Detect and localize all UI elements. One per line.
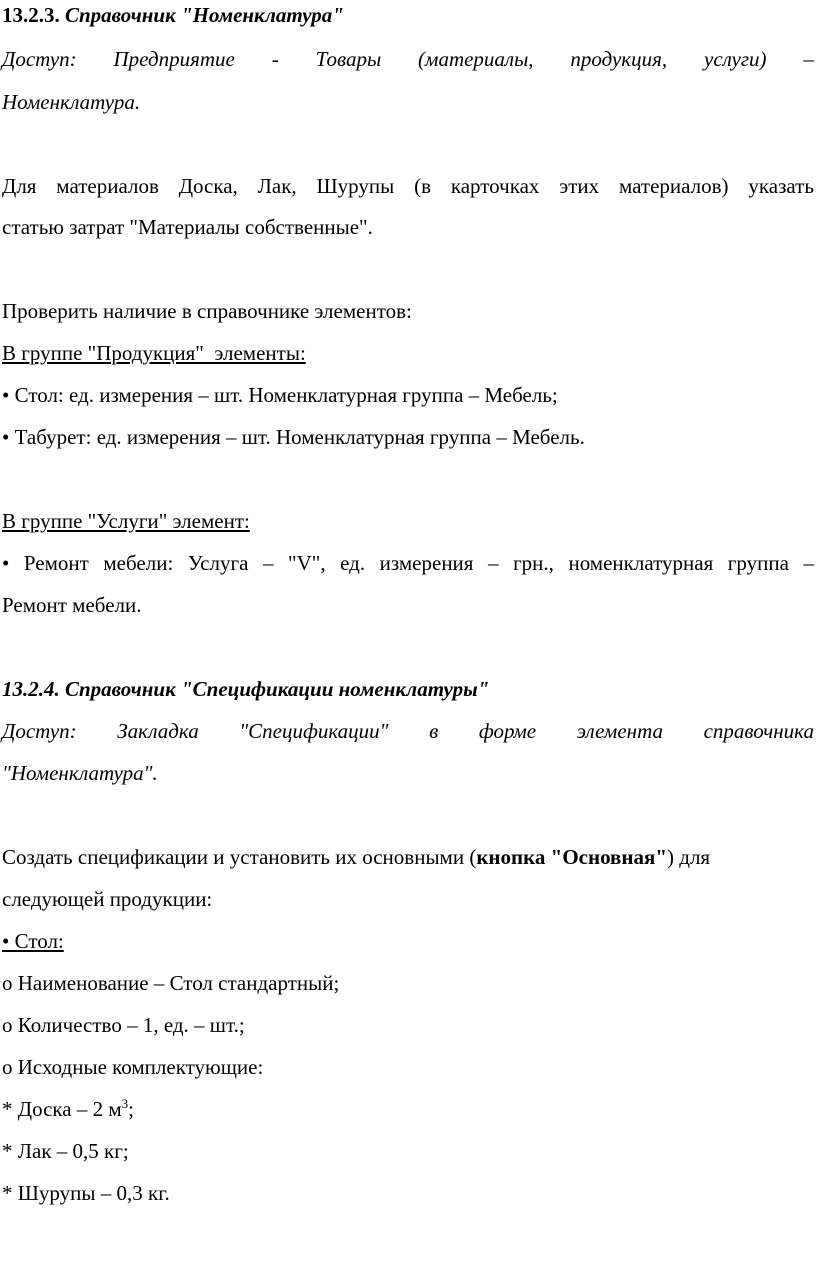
access-line-end-1323: Номенклатура. — [2, 90, 141, 114]
item-stool: • Табурет: ед. измерения – шт. Номенклатурная группа – Мебель. — [2, 425, 585, 449]
service-word: – — [488, 551, 499, 575]
para-word: Шурупы — [316, 174, 395, 198]
access-word: – — [803, 47, 814, 71]
create-specs-after: ) для — [667, 845, 711, 869]
main-button-mention: кнопка "Основная" — [476, 845, 668, 869]
para-word: (в — [414, 174, 432, 198]
section-heading-1324: 13.2.4. Справочник "Спецификации номенклатуры" — [2, 677, 490, 701]
section-heading-1323 — [2, 2, 814, 28]
para-word: Доска, — [178, 174, 238, 198]
create-specs-end: следующей продукции: — [2, 887, 213, 911]
group-products-text: В группе "Продукция" элементы: — [2, 341, 306, 365]
para-word: материалов) — [619, 174, 729, 198]
service-word: измерения — [379, 551, 474, 575]
access-word: Товары — [315, 47, 382, 71]
service-word: • — [2, 551, 10, 575]
access-line-1324 — [2, 718, 814, 744]
spec-name: o Наименование – Стол стандартный; — [2, 971, 340, 995]
service-word: Услуга — [187, 551, 249, 575]
service-item-line — [2, 550, 814, 576]
access-word: продукция, — [570, 47, 668, 71]
service-word: группа — [727, 551, 789, 575]
access-word: (материалы, — [418, 47, 534, 71]
service-word: – — [262, 551, 274, 575]
access-word: Предприятие — [113, 47, 235, 71]
service-word: "V", — [288, 551, 326, 575]
create-specs-text: Создать спецификации и установить их основными ( — [2, 845, 477, 869]
access-word: - — [271, 47, 279, 71]
access-line-1323 — [2, 46, 814, 72]
service-word: грн., — [513, 551, 554, 575]
component-board-end: ; — [128, 1097, 135, 1121]
service-word: – — [803, 551, 814, 575]
component-screws: * Шурупы – 0,3 кг. — [2, 1181, 170, 1205]
group-products-label — [2, 340, 814, 366]
access-word: Доступ: — [2, 47, 77, 71]
para-word: указать — [748, 174, 814, 198]
spec-quantity: o Количество – 1, ед. – шт.; — [2, 1013, 245, 1037]
access-word: в — [429, 719, 439, 743]
item-table: • Стол: ед. измерения – шт. Номенклатурная группа – Мебель; — [2, 383, 558, 407]
access-word: справочника — [703, 719, 814, 743]
service-item-end: Ремонт мебели. — [2, 593, 142, 617]
spec-components: o Исходные комплектующие: — [2, 1055, 264, 1079]
service-word: Ремонт — [23, 551, 89, 575]
group-services-text: В группе "Услуги" элемент: — [2, 509, 250, 533]
access-word: форме — [478, 719, 537, 743]
group-services-label — [2, 508, 814, 534]
service-word: номенклатурная — [568, 551, 714, 575]
component-board-text: * Доска – 2 м — [2, 1097, 122, 1121]
section-title: Справочник "Номенклатура" — [65, 3, 344, 27]
para-word: Лак, — [257, 174, 297, 198]
access-word: элемента — [576, 719, 663, 743]
component-board — [2, 1096, 814, 1122]
product-table-text: • Стол: — [2, 929, 64, 953]
check-elements-line: Проверить наличие в справочнике элементов: — [2, 299, 412, 323]
product-table-label — [2, 928, 814, 954]
para-word: материалов — [56, 174, 159, 198]
para-word: Для — [2, 174, 37, 198]
service-word: мебели: — [103, 551, 174, 575]
para-word: карточках — [450, 174, 540, 198]
component-lacquer: * Лак – 0,5 кг; — [2, 1139, 129, 1163]
service-word: ед. — [340, 551, 366, 575]
cubic-superscript: 3 — [121, 1096, 129, 1111]
paragraph-cost-item — [2, 173, 814, 199]
access-word: Доступ: — [2, 719, 77, 743]
access-line-end-1324: "Номенклатура". — [2, 761, 158, 785]
section-number: 13.2.3. — [2, 3, 60, 27]
access-word: услуги) — [704, 47, 767, 71]
access-word: Закладка — [117, 719, 199, 743]
create-specs-line — [2, 844, 814, 870]
access-word: "Спецификации" — [239, 719, 389, 743]
paragraph-cost-item-end: статью затрат "Материалы собственные". — [2, 215, 373, 239]
para-word: этих — [559, 174, 600, 198]
